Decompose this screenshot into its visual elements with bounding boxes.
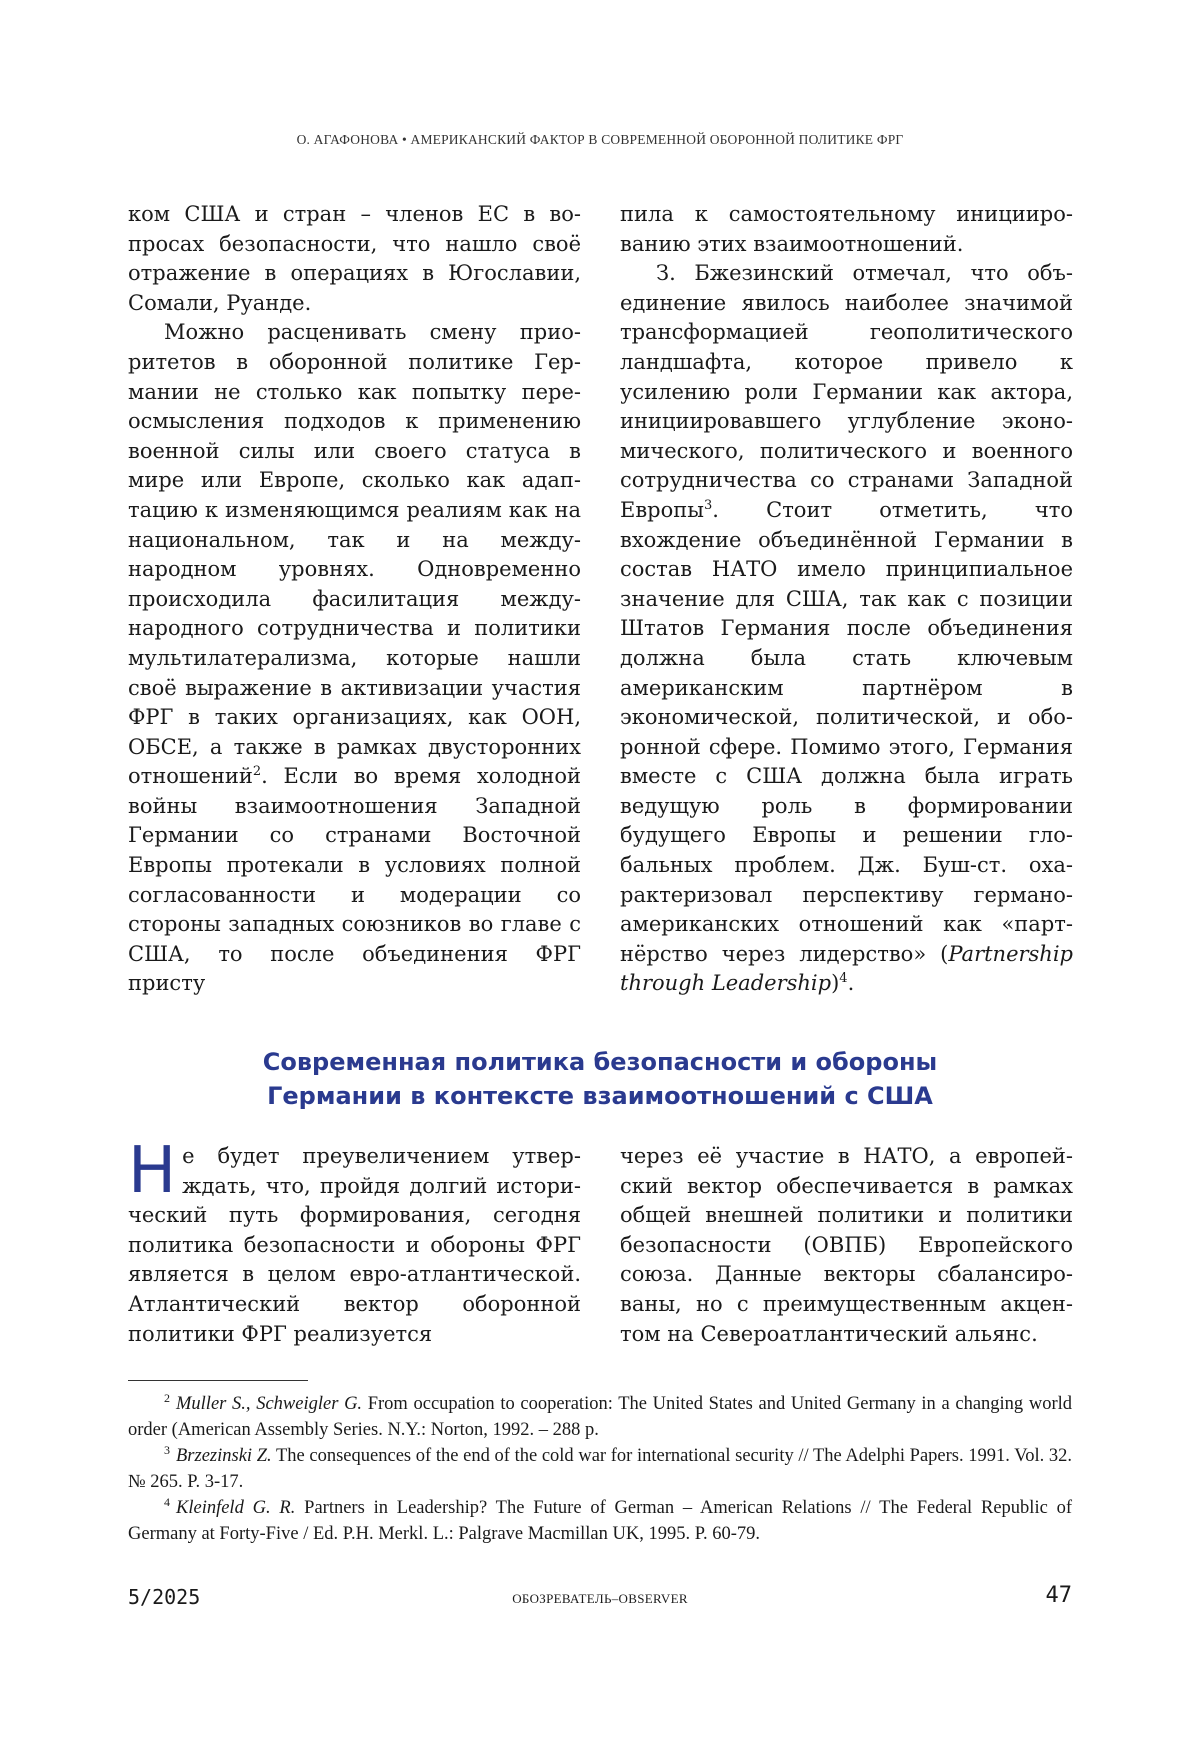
footnote-text: Partners in Leadership? The Future of German – American Relations // The Federal Republic of Germany at Forty-Five / Ed. P.H. Merkl. L.: Palgrave Macmillan UK, 1995. P. 60-79. bbox=[128, 1498, 1073, 1544]
footnote-author: Kleinfeld G. R. bbox=[176, 1498, 296, 1518]
footnote-number: 2 bbox=[164, 1390, 170, 1405]
footnote bbox=[128, 1392, 1072, 1443]
paragraph-text: е будет преувеличением утверждать, что, пройдя долгий исторический путь формирования, сегодня политика безопасности и обороны ФРГ является в целом евро-атлантической. Атлантический вектор оборонной политики ФРГ реализуется bbox=[128, 1144, 581, 1346]
footnote-ref: 2 bbox=[252, 764, 262, 780]
page-footer bbox=[128, 1585, 1072, 1615]
paragraph-text: . Если во время холодной войны взаимоотношения Западной Германии со странами Восточной Европы протекали в условиях полной согласованности и модерации со стороны западных союзников во главе с США, то после объединения ФРГ присту bbox=[128, 764, 581, 996]
footnote-text: From occupation to cooperation: The United States and United Germany in a changing world order (American Assembly Series. N.Y.: Norton, 1992. – 288 p. bbox=[128, 1394, 1073, 1440]
footnote bbox=[128, 1496, 1072, 1547]
journal-name: ОБОЗРЕВАТЕЛЬ–OBSERVER bbox=[512, 1591, 688, 1606]
paragraph-text: З. Бжезинский отмечал, что объединение явилось наиболее значимой трансформацией геополитического ландшафта, которое привело к усилению роли Германии как актора, инициировавшего углубление экономического, политического и военного сотрудничества со странами Западной Европы bbox=[620, 261, 1073, 522]
footnote-author: Brzezinski Z. bbox=[176, 1446, 272, 1466]
paragraph bbox=[128, 318, 581, 999]
paragraph-text: Можно расценивать смену приоритетов в оборонной политике Германии не столько как попытку переосмысления подходов к применению военной силы или своего статуса в мире или Европе, сколько как адаптацию к изменяющимся реалиям как на национальном, так и на международном уровнях. Одновременно происходила фасилитация международного сотрудничества и политики мультилатерализма, которые нашли своё выражение в активизации участия ФРГ в таких организациях, как ООН, ОБСЕ, а также в рамках двусторонних отношений bbox=[128, 320, 581, 789]
bottom-right-column bbox=[620, 1142, 1073, 1349]
footnote-ref: 4 bbox=[839, 971, 848, 987]
bottom-left-column bbox=[128, 1134, 581, 1349]
issue-number: 5/2025 bbox=[128, 1585, 201, 1609]
italic-phrase: Partnership through Leadership bbox=[620, 941, 1073, 996]
paragraph: через её участие в НАТО, а европейский вектор обеспечивается в рамках общей внешней политики и политики безопасности (ОВПБ) Европейского союза. Данные векторы сбалансированы, но с преимущественным акцентом на Североатлантический альянс. bbox=[620, 1144, 1073, 1346]
footnote-ref: 3 bbox=[703, 497, 713, 513]
top-right-column bbox=[620, 200, 1073, 999]
paragraph: пила к самостоятельному инициированию этих взаимоотношений. bbox=[620, 202, 1073, 256]
running-head: О. АГАФОНОВА • АМЕРИКАНСКИЙ ФАКТОР В СОВРЕМЕННОЙ ОБОРОННОЙ ПОЛИТИКЕ ФРГ bbox=[296, 132, 904, 147]
footnote-divider bbox=[128, 1380, 308, 1381]
paragraph-text: . Стоит отметить, что вхождение объединённой Германии в состав НАТО имело принципиальное значение для США, так как с позиции Штатов Германия после объединения должна была стать ключевым американским партнёром в экономической, политической, и оборонной сфере. Помимо этого, Германия вместе с США должна была играть ведущую роль в формировании будущего Европы и решении глобальных проблем. Дж. Буш-ст. охарактеризовал перспективу германо-американских отношений как «партнёрство через лидерство» ( bbox=[620, 497, 1073, 966]
paragraph bbox=[128, 1134, 581, 1349]
top-left-column bbox=[128, 200, 581, 999]
footnote bbox=[128, 1444, 1072, 1495]
section-heading-line: Современная политика безопасности и обороны bbox=[262, 1048, 938, 1076]
footnote-number: 3 bbox=[164, 1442, 170, 1457]
paragraph bbox=[620, 259, 1073, 999]
footnote-number: 4 bbox=[164, 1494, 170, 1509]
drop-cap: Н bbox=[128, 1134, 177, 1208]
footnote-text: The consequences of the end of the cold war for international security // The Adelphi Papers. 1991. Vol. 32. № 265. P. 3-17. bbox=[128, 1446, 1073, 1492]
paragraph-text: . bbox=[847, 971, 855, 996]
section-heading bbox=[128, 1045, 1072, 1113]
section-heading-line: Германии в контексте взаимоотношений с США bbox=[267, 1082, 933, 1110]
paragraph: ком США и стран – членов ЕС в вопросах безопасности, что нашло своё отражение в операциях в Югославии, Сомали, Руанде. bbox=[128, 202, 581, 315]
footnotes bbox=[128, 1392, 1072, 1548]
page-number: 47 bbox=[1045, 1583, 1072, 1608]
footnote-author: Muller S., Schweigler G. bbox=[176, 1394, 363, 1414]
paragraph-text: ) bbox=[831, 971, 840, 996]
